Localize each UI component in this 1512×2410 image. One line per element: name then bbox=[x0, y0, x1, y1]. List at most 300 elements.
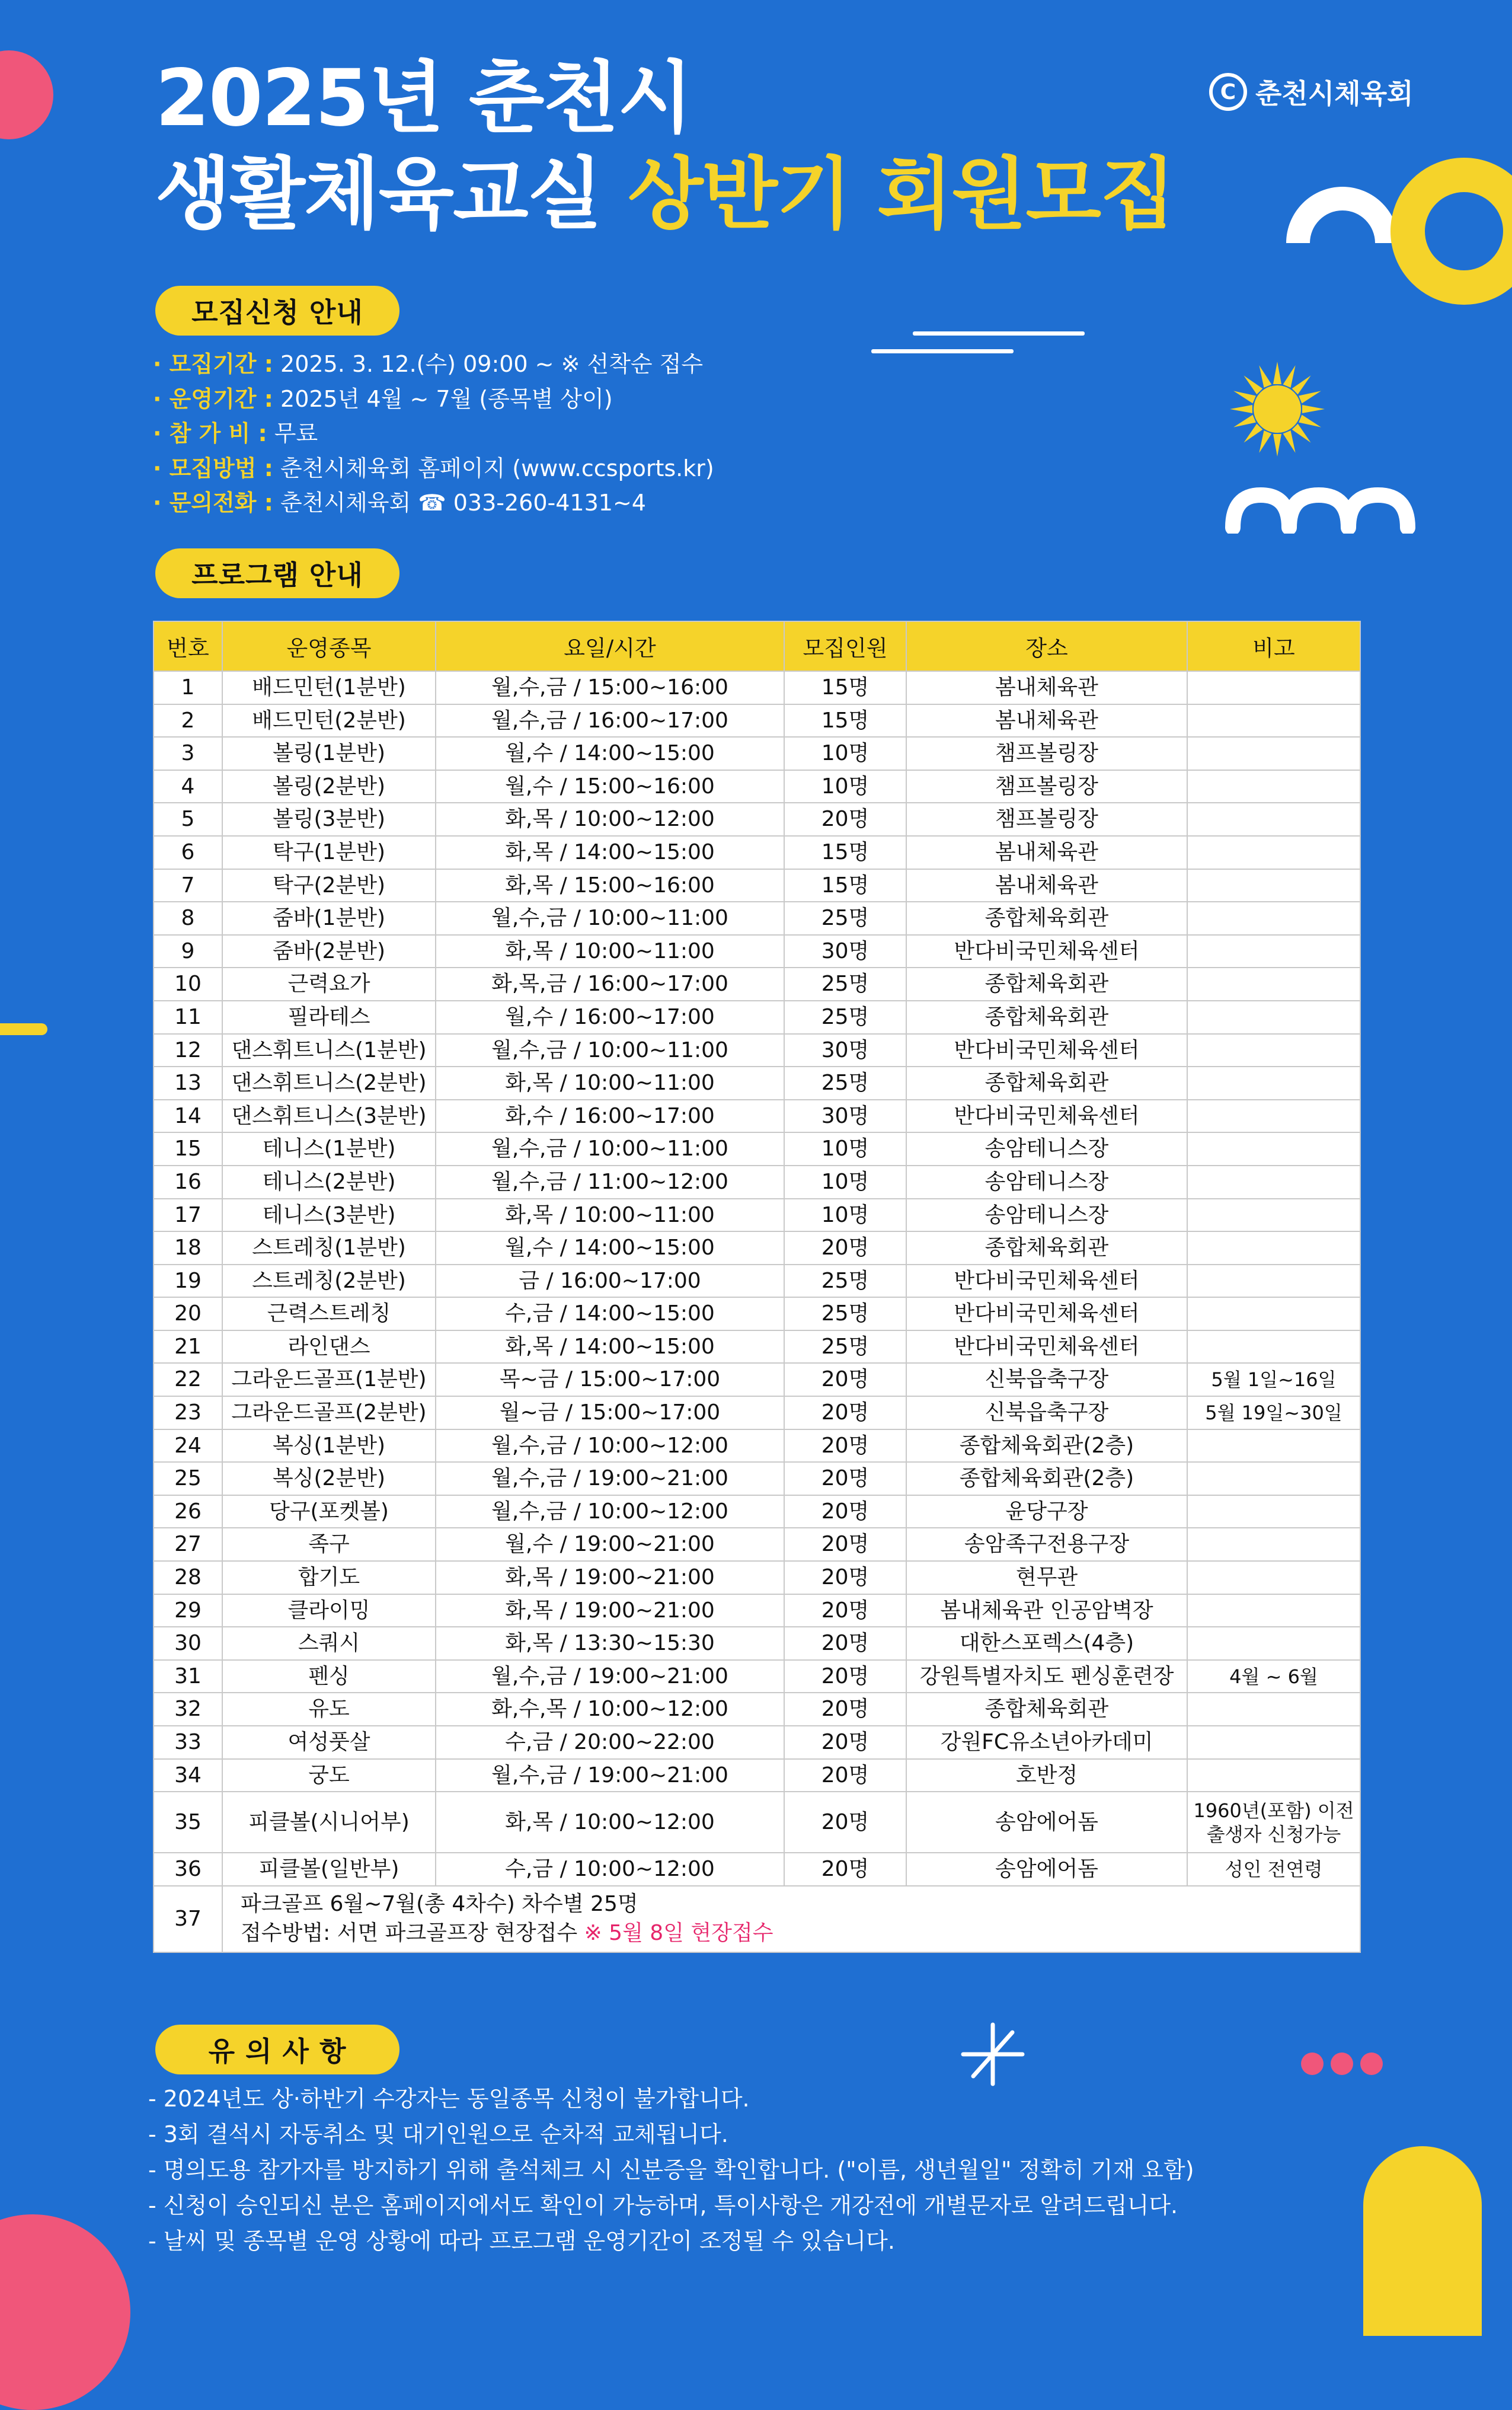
cell-remarks bbox=[1187, 1561, 1360, 1594]
cell-program: 테니스(3분반) bbox=[222, 1199, 436, 1232]
cell-remarks bbox=[1187, 737, 1360, 770]
cell-schedule: 월,수,금 / 10:00~11:00 bbox=[436, 1034, 784, 1067]
cell-no: 13 bbox=[154, 1067, 222, 1100]
notice-item: - 3회 결석시 자동취소 및 대기인원으로 순차적 교체됩니다. bbox=[148, 2121, 728, 2147]
cell-location: 송암에어돔 bbox=[906, 1792, 1187, 1853]
white-wave-decoration bbox=[1224, 480, 1420, 534]
table-row bbox=[154, 836, 1360, 869]
cell-remarks bbox=[1187, 1001, 1360, 1034]
cell-capacity: 15명 bbox=[784, 671, 906, 704]
table-row bbox=[154, 1495, 1360, 1528]
cell-capacity: 20명 bbox=[784, 1396, 906, 1429]
cell-remarks bbox=[1187, 1199, 1360, 1232]
cell-remarks bbox=[1187, 836, 1360, 869]
cell-program: 댄스휘트니스(1분반) bbox=[222, 1034, 436, 1067]
cell-remarks bbox=[1187, 1100, 1360, 1133]
cell-no: 20 bbox=[154, 1297, 222, 1330]
cell-schedule: 화,목 / 14:00~15:00 bbox=[436, 836, 784, 869]
section-notice-badge: 유 의 사 항 bbox=[155, 2025, 399, 2074]
cell-no: 28 bbox=[154, 1561, 222, 1594]
notice-item: - 명의도용 참가자를 방지하기 위해 출석체크 시 신분증을 확인합니다. ("이름, 생년월일" 정확히 기재 요함) bbox=[148, 2157, 1194, 2183]
title-line-2 bbox=[155, 149, 1175, 240]
cell-remarks bbox=[1187, 1495, 1360, 1528]
cell-program: 복싱(1분반) bbox=[222, 1429, 436, 1463]
cell-schedule: 수,금 / 10:00~12:00 bbox=[436, 1853, 784, 1886]
cell-capacity: 20명 bbox=[784, 1853, 906, 1886]
cell-no: 17 bbox=[154, 1199, 222, 1232]
table-row bbox=[154, 1561, 1360, 1594]
cell-schedule: 화,수 / 16:00~17:00 bbox=[436, 1100, 784, 1133]
cell-location: 대한스포렉스(4층) bbox=[906, 1627, 1187, 1660]
cell-schedule: 월,수 / 19:00~21:00 bbox=[436, 1528, 784, 1561]
cell-capacity: 10명 bbox=[784, 770, 906, 803]
cell-capacity: 30명 bbox=[784, 1100, 906, 1133]
table-row bbox=[154, 1594, 1360, 1627]
cell-no: 30 bbox=[154, 1627, 222, 1660]
cell-schedule: 화,목 / 13:30~15:30 bbox=[436, 1627, 784, 1660]
cell-no: 35 bbox=[154, 1792, 222, 1853]
cell-schedule: 화,목 / 19:00~21:00 bbox=[436, 1561, 784, 1594]
cell-remarks bbox=[1187, 1297, 1360, 1330]
cell-remarks bbox=[1187, 1067, 1360, 1100]
cell-remarks: 5월 19일~30일 bbox=[1187, 1396, 1360, 1429]
cell-location: 봄내체육관 bbox=[906, 704, 1187, 738]
header-remarks: 비고 bbox=[1187, 621, 1360, 671]
table-row bbox=[154, 1265, 1360, 1298]
parkgolf-line-2: 접수방법: 서면 파크골프장 현장접수 ※ 5월 8일 현장접수 bbox=[241, 1920, 773, 1945]
cell-capacity: 10명 bbox=[784, 737, 906, 770]
cell-schedule: 화,목 / 10:00~11:00 bbox=[436, 935, 784, 968]
cell-remarks bbox=[1187, 1462, 1360, 1495]
yellow-arch-ring-decoration bbox=[1274, 154, 1512, 308]
cell-no: 23 bbox=[154, 1396, 222, 1429]
cell-program: 댄스휘트니스(2분반) bbox=[222, 1067, 436, 1100]
cell-program: 볼링(2분반) bbox=[222, 770, 436, 803]
cell-location: 종합체육회관 bbox=[906, 968, 1187, 1001]
cell-schedule: 화,목 / 14:00~15:00 bbox=[436, 1330, 784, 1364]
cell-location: 현무관 bbox=[906, 1561, 1187, 1594]
table-row bbox=[154, 1627, 1360, 1660]
cell-no: 27 bbox=[154, 1528, 222, 1561]
cell-no: 18 bbox=[154, 1231, 222, 1265]
cell-schedule: 월,수,금 / 19:00~21:00 bbox=[436, 1660, 784, 1693]
cell-schedule: 화,목 / 10:00~11:00 bbox=[436, 1199, 784, 1232]
table-row bbox=[154, 1034, 1360, 1067]
table-header-row bbox=[154, 621, 1360, 671]
cell-no: 8 bbox=[154, 902, 222, 935]
cell-capacity: 25명 bbox=[784, 902, 906, 935]
cell-schedule: 월,수,금 / 16:00~17:00 bbox=[436, 704, 784, 738]
table-row bbox=[154, 1726, 1360, 1759]
title-accent-text: 상반기 회원모집 bbox=[628, 149, 1175, 240]
yellow-shape-bottom-right-decoration bbox=[1363, 2146, 1482, 2336]
sun-burst-decoration bbox=[1227, 359, 1328, 459]
cell-remarks bbox=[1187, 1330, 1360, 1364]
cell-capacity: 20명 bbox=[784, 1495, 906, 1528]
cell-location: 신북읍축구장 bbox=[906, 1363, 1187, 1396]
cell-location: 종합체육회관(2층) bbox=[906, 1429, 1187, 1463]
cell-no: 21 bbox=[154, 1330, 222, 1364]
cell-remarks bbox=[1187, 1594, 1360, 1627]
table-row bbox=[154, 1429, 1360, 1463]
cell-remarks bbox=[1187, 1528, 1360, 1561]
cell-location: 반다비국민체육센터 bbox=[906, 1034, 1187, 1067]
cell-capacity: 20명 bbox=[784, 1462, 906, 1495]
table-row bbox=[154, 1853, 1360, 1886]
application-info bbox=[153, 347, 714, 521]
cell-remarks bbox=[1187, 1627, 1360, 1660]
info-row-operation: · 운영기간 : 2025년 4월 ~ 7월 (종목별 상이) bbox=[153, 385, 613, 412]
cell-location: 송암족구전용구장 bbox=[906, 1528, 1187, 1561]
cell-location: 송암에어돔 bbox=[906, 1853, 1187, 1886]
table-row bbox=[154, 1100, 1360, 1133]
cell-capacity: 20명 bbox=[784, 1759, 906, 1792]
section-program-badge: 프로그램 안내 bbox=[155, 548, 399, 598]
cell-no: 26 bbox=[154, 1495, 222, 1528]
table-row bbox=[154, 902, 1360, 935]
pink-dot-decoration bbox=[1360, 2053, 1383, 2075]
cell-schedule: 월,수,금 / 15:00~16:00 bbox=[436, 671, 784, 704]
cell-program: 줌바(2분반) bbox=[222, 935, 436, 968]
cell-schedule: 화,목 / 10:00~12:00 bbox=[436, 803, 784, 836]
cell-capacity: 20명 bbox=[784, 803, 906, 836]
cell-remarks bbox=[1187, 1726, 1360, 1759]
cell-no: 25 bbox=[154, 1462, 222, 1495]
header-no: 번호 bbox=[154, 621, 222, 671]
cell-program: 테니스(2분반) bbox=[222, 1166, 436, 1199]
notice-list bbox=[148, 2081, 1194, 2259]
cell-remarks bbox=[1187, 1034, 1360, 1067]
logo bbox=[1209, 72, 1414, 111]
cell-no: 37 bbox=[154, 1886, 222, 1952]
table-row bbox=[154, 1067, 1360, 1100]
cell-remarks: 1960년(포함) 이전출생자 신청가능 bbox=[1187, 1792, 1360, 1853]
table-row bbox=[154, 1132, 1360, 1166]
cell-program: 라인댄스 bbox=[222, 1330, 436, 1364]
table-row bbox=[154, 1462, 1360, 1495]
cell-location: 신북읍축구장 bbox=[906, 1396, 1187, 1429]
parkgolf-line-1: 파크골프 6월~7월(총 4차수) 차수별 25명 bbox=[241, 1892, 638, 1917]
table-row bbox=[154, 737, 1360, 770]
cell-location: 송암테니스장 bbox=[906, 1166, 1187, 1199]
cell-schedule: 화,목 / 10:00~12:00 bbox=[436, 1792, 784, 1853]
cell-program: 피클볼(일반부) bbox=[222, 1853, 436, 1886]
cell-schedule: 월,수,금 / 10:00~11:00 bbox=[436, 1132, 784, 1166]
cell-capacity: 30명 bbox=[784, 935, 906, 968]
cell-capacity: 15명 bbox=[784, 869, 906, 902]
cell-capacity: 20명 bbox=[784, 1693, 906, 1726]
info-row-period: · 모집기간 : 2025. 3. 12.(수) 09:00 ~ ※ 선착순 접수 bbox=[153, 351, 704, 377]
cell-location: 종합체육회관 bbox=[906, 1693, 1187, 1726]
cell-no: 32 bbox=[154, 1693, 222, 1726]
yellow-bar-left-decoration bbox=[0, 1023, 47, 1035]
cell-program: 볼링(1분반) bbox=[222, 737, 436, 770]
cell-remarks bbox=[1187, 1693, 1360, 1726]
table-row bbox=[154, 671, 1360, 704]
pink-quarter-circle-bottom-left-decoration bbox=[0, 2214, 130, 2410]
cell-location: 챔프볼링장 bbox=[906, 770, 1187, 803]
cell-remarks bbox=[1187, 770, 1360, 803]
cell-capacity: 20명 bbox=[784, 1792, 906, 1853]
cell-schedule: 월~금 / 15:00~17:00 bbox=[436, 1396, 784, 1429]
cell-program: 탁구(1분반) bbox=[222, 836, 436, 869]
cell-capacity: 25명 bbox=[784, 1001, 906, 1034]
table-row bbox=[154, 1231, 1360, 1265]
title-white-text: 생활체육교실 bbox=[155, 149, 602, 240]
cell-program: 테니스(1분반) bbox=[222, 1132, 436, 1166]
cell-capacity: 25명 bbox=[784, 1067, 906, 1100]
cell-parkgolf-info bbox=[222, 1886, 1360, 1952]
cell-program: 클라이밍 bbox=[222, 1594, 436, 1627]
cell-remarks bbox=[1187, 1231, 1360, 1265]
cell-location: 봄내체육관 인공암벽장 bbox=[906, 1594, 1187, 1627]
cell-schedule: 수,금 / 20:00~22:00 bbox=[436, 1726, 784, 1759]
cell-schedule: 월,수,금 / 10:00~11:00 bbox=[436, 902, 784, 935]
cell-remarks: 성인 전연령 bbox=[1187, 1853, 1360, 1886]
cell-schedule: 화,수,목 / 10:00~12:00 bbox=[436, 1693, 784, 1726]
cell-program: 여성풋살 bbox=[222, 1726, 436, 1759]
cell-program: 피클볼(시니어부) bbox=[222, 1792, 436, 1853]
cell-schedule: 금 / 16:00~17:00 bbox=[436, 1265, 784, 1298]
cell-location: 반다비국민체육센터 bbox=[906, 1330, 1187, 1364]
table-row bbox=[154, 1363, 1360, 1396]
table-row bbox=[154, 968, 1360, 1001]
cell-location: 봄내체육관 bbox=[906, 836, 1187, 869]
cell-program: 유도 bbox=[222, 1693, 436, 1726]
cell-schedule: 목~금 / 15:00~17:00 bbox=[436, 1363, 784, 1396]
cell-no: 3 bbox=[154, 737, 222, 770]
cell-no: 4 bbox=[154, 770, 222, 803]
cell-location: 반다비국민체육센터 bbox=[906, 935, 1187, 968]
cell-program: 그라운드골프(1분반) bbox=[222, 1363, 436, 1396]
cell-remarks bbox=[1187, 704, 1360, 738]
cell-program: 궁도 bbox=[222, 1759, 436, 1792]
table-row bbox=[154, 869, 1360, 902]
cell-no: 1 bbox=[154, 671, 222, 704]
table-row bbox=[154, 803, 1360, 836]
cell-location: 챔프볼링장 bbox=[906, 737, 1187, 770]
table-row bbox=[154, 935, 1360, 968]
cell-remarks bbox=[1187, 1759, 1360, 1792]
cell-remarks bbox=[1187, 803, 1360, 836]
info-row-contact: · 문의전화 : 춘천시체육회 ☎ 033-260-4131~4 bbox=[153, 490, 646, 516]
notice-item: - 2024년도 상·하반기 수강자는 동일종목 신청이 불가합니다. bbox=[148, 2086, 750, 2112]
pink-circle-top-left-decoration bbox=[0, 50, 53, 139]
cell-remarks bbox=[1187, 1265, 1360, 1298]
cell-no: 19 bbox=[154, 1265, 222, 1298]
logo-icon: C bbox=[1209, 73, 1247, 111]
white-lines-decoration bbox=[871, 323, 1108, 359]
cell-schedule: 화,목,금 / 16:00~17:00 bbox=[436, 968, 784, 1001]
table-row bbox=[154, 1199, 1360, 1232]
cell-remarks: 5월 1일~16일 bbox=[1187, 1363, 1360, 1396]
notice-item: - 날씨 및 종목별 운영 상황에 따라 프로그램 운영기간이 조정될 수 있습니다. bbox=[148, 2228, 895, 2254]
cell-remarks bbox=[1187, 968, 1360, 1001]
cell-program: 댄스휘트니스(3분반) bbox=[222, 1100, 436, 1133]
cell-remarks bbox=[1187, 869, 1360, 902]
cell-schedule: 월,수 / 14:00~15:00 bbox=[436, 1231, 784, 1265]
cell-remarks bbox=[1187, 1429, 1360, 1463]
cell-schedule: 화,목 / 10:00~11:00 bbox=[436, 1067, 784, 1100]
cell-remarks bbox=[1187, 935, 1360, 968]
table-row bbox=[154, 1330, 1360, 1364]
cell-no: 15 bbox=[154, 1132, 222, 1166]
cell-program: 필라테스 bbox=[222, 1001, 436, 1034]
cell-program: 그라운드골프(2분반) bbox=[222, 1396, 436, 1429]
cell-capacity: 20명 bbox=[784, 1363, 906, 1396]
table-row bbox=[154, 1396, 1360, 1429]
notice-item: - 신청이 승인되신 분은 홈페이지에서도 확인이 가능하며, 특이사항은 개강전에 개별문자로 알려드립니다. bbox=[148, 2192, 1178, 2219]
table-row bbox=[154, 1528, 1360, 1561]
cell-no: 36 bbox=[154, 1853, 222, 1886]
cell-location: 호반정 bbox=[906, 1759, 1187, 1792]
cell-location: 송암테니스장 bbox=[906, 1132, 1187, 1166]
title-line-1: 2025년 춘천시 bbox=[155, 53, 692, 144]
table-row bbox=[154, 1660, 1360, 1693]
cell-program: 배드민턴(1분반) bbox=[222, 671, 436, 704]
cell-remarks bbox=[1187, 1166, 1360, 1199]
cell-remarks: 4월 ~ 6월 bbox=[1187, 1660, 1360, 1693]
cell-program: 근력스트레칭 bbox=[222, 1297, 436, 1330]
table-row bbox=[154, 1792, 1360, 1853]
header-capacity: 모집인원 bbox=[784, 621, 906, 671]
cell-program: 스쿼시 bbox=[222, 1627, 436, 1660]
table-row bbox=[154, 770, 1360, 803]
cell-capacity: 10명 bbox=[784, 1166, 906, 1199]
info-row-method: · 모집방법 : 춘천시체육회 홈페이지 (www.ccsports.kr) bbox=[153, 455, 714, 481]
cell-no: 9 bbox=[154, 935, 222, 968]
cell-schedule: 월,수 / 15:00~16:00 bbox=[436, 770, 784, 803]
header-location: 장소 bbox=[906, 621, 1187, 671]
cell-capacity: 10명 bbox=[784, 1199, 906, 1232]
cell-schedule: 수,금 / 14:00~15:00 bbox=[436, 1297, 784, 1330]
cell-no: 14 bbox=[154, 1100, 222, 1133]
cell-capacity: 20명 bbox=[784, 1429, 906, 1463]
cell-program: 스트레칭(2분반) bbox=[222, 1265, 436, 1298]
cell-schedule: 월,수,금 / 10:00~12:00 bbox=[436, 1429, 784, 1463]
cell-no: 24 bbox=[154, 1429, 222, 1463]
cell-location: 챔프볼링장 bbox=[906, 803, 1187, 836]
cell-capacity: 15명 bbox=[784, 704, 906, 738]
cell-location: 강원FC유소년아카데미 bbox=[906, 1726, 1187, 1759]
cell-capacity: 20명 bbox=[784, 1726, 906, 1759]
cell-capacity: 15명 bbox=[784, 836, 906, 869]
cell-program: 스트레칭(1분반) bbox=[222, 1231, 436, 1265]
cell-capacity: 25명 bbox=[784, 968, 906, 1001]
table-row bbox=[154, 1166, 1360, 1199]
cell-program: 펜싱 bbox=[222, 1660, 436, 1693]
cell-program: 족구 bbox=[222, 1528, 436, 1561]
cell-no: 5 bbox=[154, 803, 222, 836]
cell-schedule: 월,수,금 / 19:00~21:00 bbox=[436, 1462, 784, 1495]
cell-remarks bbox=[1187, 671, 1360, 704]
cell-capacity: 10명 bbox=[784, 1132, 906, 1166]
cell-capacity: 25명 bbox=[784, 1265, 906, 1298]
cell-schedule: 월,수,금 / 11:00~12:00 bbox=[436, 1166, 784, 1199]
cell-capacity: 20명 bbox=[784, 1627, 906, 1660]
cell-schedule: 화,목 / 19:00~21:00 bbox=[436, 1594, 784, 1627]
table-row-merged bbox=[154, 1886, 1360, 1952]
cell-location: 반다비국민체육센터 bbox=[906, 1265, 1187, 1298]
cell-capacity: 25명 bbox=[784, 1297, 906, 1330]
cell-location: 윤당구장 bbox=[906, 1495, 1187, 1528]
cell-location: 봄내체육관 bbox=[906, 869, 1187, 902]
cell-no: 31 bbox=[154, 1660, 222, 1693]
cell-no: 22 bbox=[154, 1363, 222, 1396]
table-row bbox=[154, 1297, 1360, 1330]
cell-remarks bbox=[1187, 902, 1360, 935]
cell-no: 34 bbox=[154, 1759, 222, 1792]
cell-capacity: 20명 bbox=[784, 1594, 906, 1627]
cell-no: 2 bbox=[154, 704, 222, 738]
cell-program: 근력요가 bbox=[222, 968, 436, 1001]
cell-schedule: 월,수,금 / 10:00~12:00 bbox=[436, 1495, 784, 1528]
cell-schedule: 월,수 / 16:00~17:00 bbox=[436, 1001, 784, 1034]
cell-no: 12 bbox=[154, 1034, 222, 1067]
info-row-fee: · 참 가 비 : 무료 bbox=[153, 420, 318, 446]
cell-no: 11 bbox=[154, 1001, 222, 1034]
cell-location: 종합체육회관 bbox=[906, 1001, 1187, 1034]
cell-location: 종합체육회관 bbox=[906, 1231, 1187, 1265]
cell-no: 6 bbox=[154, 836, 222, 869]
cell-no: 7 bbox=[154, 869, 222, 902]
cell-location: 종합체육회관 bbox=[906, 902, 1187, 935]
cell-program: 줌바(1분반) bbox=[222, 902, 436, 935]
table-row bbox=[154, 1001, 1360, 1034]
cell-location: 봄내체육관 bbox=[906, 671, 1187, 704]
pink-dot-decoration bbox=[1331, 2053, 1353, 2075]
cell-capacity: 20명 bbox=[784, 1528, 906, 1561]
cell-remarks bbox=[1187, 1132, 1360, 1166]
cell-location: 종합체육회관 bbox=[906, 1067, 1187, 1100]
cell-program: 볼링(3분반) bbox=[222, 803, 436, 836]
pink-dot-decoration bbox=[1301, 2053, 1324, 2075]
sparkle-decoration bbox=[960, 2022, 1025, 2087]
cell-capacity: 30명 bbox=[784, 1034, 906, 1067]
cell-no: 29 bbox=[154, 1594, 222, 1627]
cell-location: 종합체육회관(2층) bbox=[906, 1462, 1187, 1495]
parkgolf-highlight: ※ 5월 8일 현장접수 bbox=[577, 1920, 773, 1945]
program-table bbox=[153, 621, 1361, 1953]
cell-program: 당구(포켓볼) bbox=[222, 1495, 436, 1528]
cell-program: 복싱(2분반) bbox=[222, 1462, 436, 1495]
cell-program: 합기도 bbox=[222, 1561, 436, 1594]
cell-capacity: 25명 bbox=[784, 1330, 906, 1364]
header-program: 운영종목 bbox=[222, 621, 436, 671]
cell-location: 송암테니스장 bbox=[906, 1199, 1187, 1232]
cell-schedule: 화,목 / 15:00~16:00 bbox=[436, 869, 784, 902]
cell-location: 반다비국민체육센터 bbox=[906, 1100, 1187, 1133]
cell-no: 33 bbox=[154, 1726, 222, 1759]
cell-schedule: 월,수,금 / 19:00~21:00 bbox=[436, 1759, 784, 1792]
cell-schedule: 월,수 / 14:00~15:00 bbox=[436, 737, 784, 770]
cell-location: 반다비국민체육센터 bbox=[906, 1297, 1187, 1330]
cell-program: 배드민턴(2분반) bbox=[222, 704, 436, 738]
cell-capacity: 20명 bbox=[784, 1231, 906, 1265]
cell-no: 10 bbox=[154, 968, 222, 1001]
table-row bbox=[154, 1759, 1360, 1792]
cell-location: 강원특별자치도 펜싱훈련장 bbox=[906, 1660, 1187, 1693]
cell-program: 탁구(2분반) bbox=[222, 869, 436, 902]
header-schedule: 요일/시간 bbox=[436, 621, 784, 671]
table-row bbox=[154, 1693, 1360, 1726]
section-application-badge: 모집신청 안내 bbox=[155, 286, 399, 336]
table-row bbox=[154, 704, 1360, 738]
cell-capacity: 20명 bbox=[784, 1561, 906, 1594]
cell-capacity: 20명 bbox=[784, 1660, 906, 1693]
logo-text: 춘천시체육회 bbox=[1255, 78, 1414, 110]
cell-no: 16 bbox=[154, 1166, 222, 1199]
